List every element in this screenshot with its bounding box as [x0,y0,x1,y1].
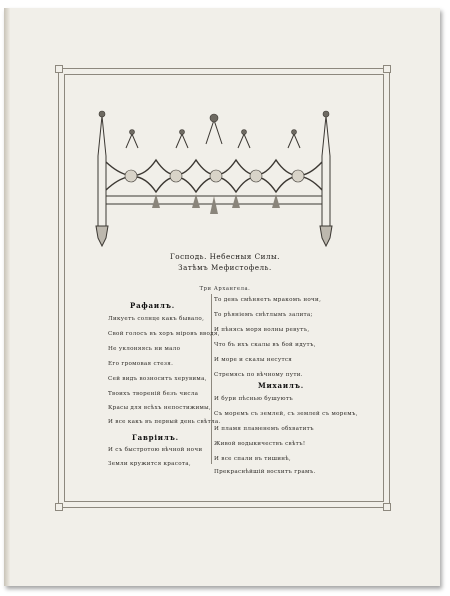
speaker-name: Гавріилъ. [132,433,179,442]
verse-line: Твоихъ твореній безъ числа [108,391,199,397]
frame-corner [55,503,63,511]
verse-line: Живой водыкичествъ свѣтъ! [214,441,306,447]
verse-line: Красы для всѣхъ непостижимы, [108,405,212,411]
verse-line: Прекраснѣйшій восхитъ грамъ. [214,469,316,475]
verse-line: Стремясь по вѣчному пути. [214,372,303,378]
speaker-name: Михаилъ. [258,381,304,390]
verse-line: Свой голосъ въ хоръ міровъ вводя, [108,331,220,337]
cast-note: Три Архангела. [199,286,251,292]
verse-line: Ликуетъ солнце какъ бывало, [108,316,205,322]
verse-line: Его громовая стезя. [108,361,174,367]
verse-line: Съ моремъ съ землей, съ землей съ моремъ, [214,411,358,417]
speaker-name: Рафаилъ. [130,301,175,310]
verse-line: И бури пѣснью бушуютъ [214,396,294,402]
scene-title: Господь. Небесныя Силы. [170,252,280,261]
frame-corner [55,65,63,73]
verse-line: То день смѣняетъ мракомъ ночи, [214,297,322,303]
frame-corner [383,503,391,511]
verse-line: То рѣяніемъ свѣтлымъ залита; [214,312,313,318]
verse-line: Что бъ ихъ скалы въ бой идутъ, [214,342,316,348]
verse-line: И съ быстротою вѣчной ночи [108,447,203,453]
gothic-ornament-illustration [88,104,340,252]
verse-line: И все спали въ тишинѣ, [214,456,291,462]
verse-line: И пѣнясь моря волны ревутъ, [214,327,310,333]
frame-corner [383,65,391,73]
page-spine-shadow [4,8,10,586]
verse-line: Земли кружится красота, [108,461,192,467]
verse-line: И пламя пламенемъ обхватитъ [214,426,314,432]
verse-line: Сей видъ возноситъ херувима, [108,376,207,382]
column-divider [211,294,212,464]
verse-line: И море и скалы несутся [214,357,293,363]
scene-subtitle: Затѣмъ Мефистофель. [178,264,272,272]
verse-line: Не уклоняясь ни мало [108,346,181,352]
verse-line: И все какъ въ первый день свѣтла. [108,419,221,425]
